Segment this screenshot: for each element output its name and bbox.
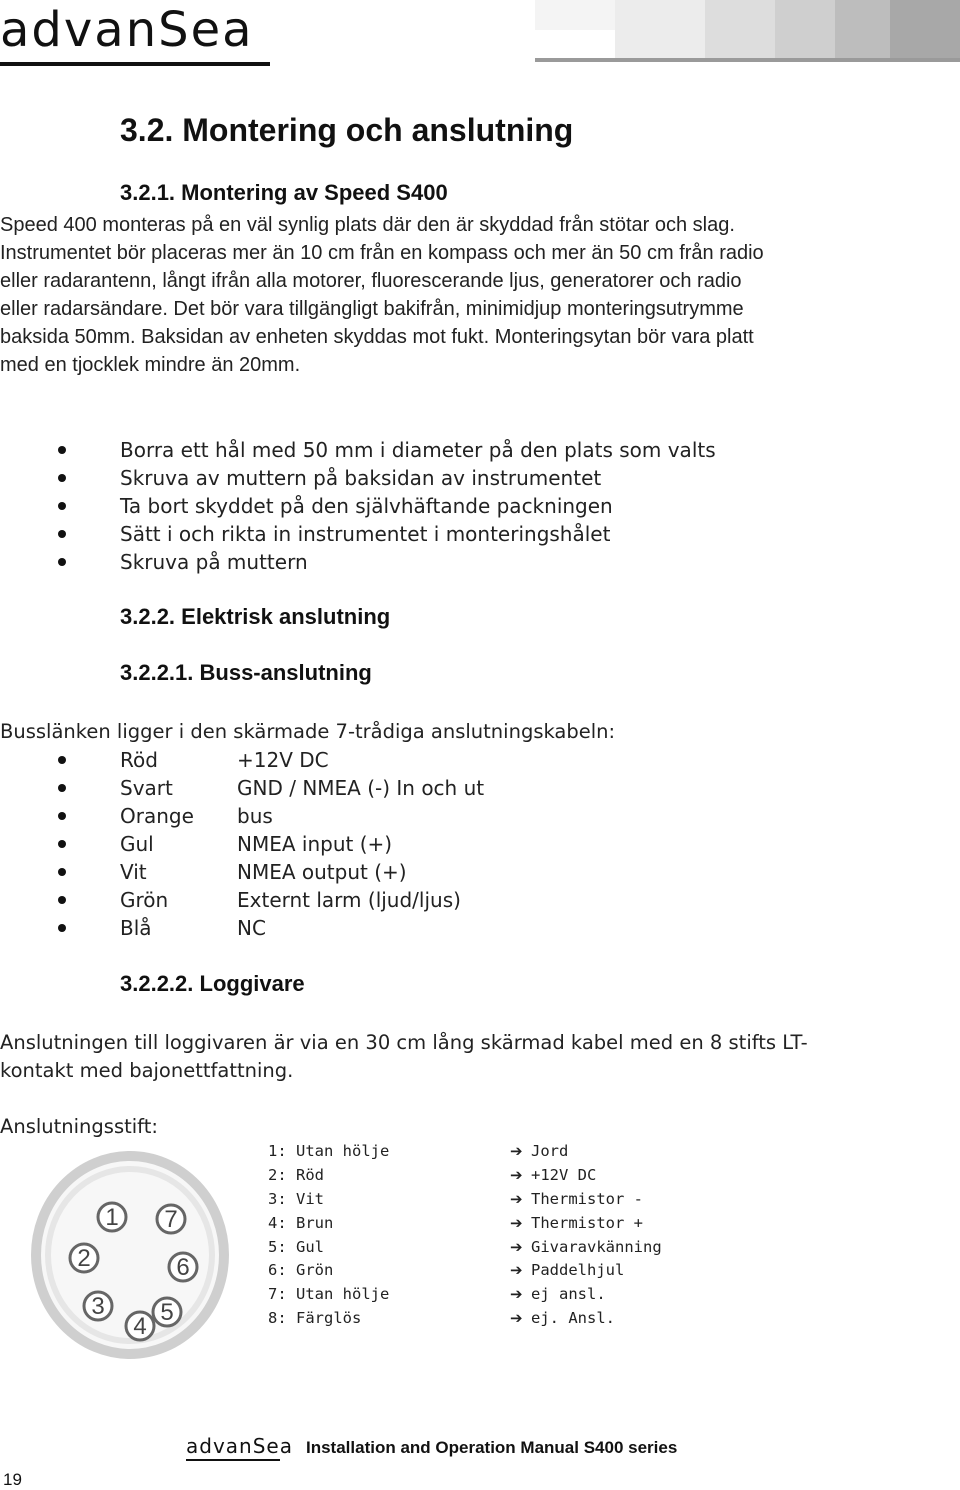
pin-function: Givaravkänning	[531, 1238, 662, 1256]
wire-row	[0, 914, 955, 942]
pin-number: 2	[77, 1245, 91, 1272]
pin-number: 3	[91, 1293, 105, 1320]
bullet-icon	[58, 924, 66, 932]
pin-function: Paddelhjul	[531, 1261, 625, 1279]
list-item	[0, 548, 955, 576]
bullet-icon	[58, 502, 66, 510]
list-item	[0, 436, 955, 464]
pin-row	[0, 1139, 960, 1163]
bullet-icon	[58, 530, 66, 538]
bullet-icon	[58, 812, 66, 820]
pin-row	[0, 1187, 960, 1211]
wire-row	[0, 802, 955, 830]
wire-row	[0, 886, 955, 914]
pin-label: 2: Röd	[268, 1166, 324, 1184]
footer-logo: advanSea	[186, 1434, 293, 1458]
paragraph-line: Speed 400 monteras på en väl synlig plats där den är skyddad från stötar och slag.	[0, 214, 735, 236]
section-title: 3.2. Montering och anslutning	[120, 112, 574, 148]
pin-row	[0, 1211, 960, 1235]
subsection-title-bus: 3.2.2.1. Buss-anslutning	[120, 660, 372, 685]
pin-row	[0, 1235, 960, 1259]
paragraph-line: med en tjocklek mindre än 20mm.	[0, 354, 301, 376]
wire-color: Röd	[120, 748, 158, 772]
bullet-icon	[58, 474, 66, 482]
pin-label: 3: Vit	[268, 1190, 324, 1208]
wire-color: Gul	[120, 832, 154, 856]
page-number: 19	[3, 1470, 22, 1489]
arrow-icon: ➔	[510, 1214, 523, 1232]
wire-color: Grön	[120, 888, 169, 912]
wire-color: Blå	[120, 916, 152, 940]
mounting-paragraph	[0, 211, 955, 379]
arrow-icon: ➔	[510, 1309, 523, 1327]
pin-function: ej ansl.	[531, 1285, 606, 1303]
step-text: Ta bort skyddet på den självhäftande packningen	[120, 494, 613, 518]
paragraph-line: Instrumentet bör placeras mer än 10 cm från en kompass och mer än 50 cm från radio	[0, 242, 764, 264]
header-logo: advanSea	[0, 2, 254, 58]
step-text: Skruva på muttern	[120, 550, 308, 574]
arrow-icon: ➔	[510, 1190, 523, 1208]
pin-row	[0, 1306, 960, 1330]
header-decoration	[535, 0, 960, 62]
pins-label: Anslutningsstift:	[0, 1115, 158, 1138]
bus-intro: Busslänken ligger i den skärmade 7-trådiga anslutningskabeln:	[0, 720, 616, 743]
paragraph-line: baksida 50mm. Baksidan av enheten skyddas mot fukt. Monteringsytan bör vara platt	[0, 326, 754, 348]
log-paragraph	[0, 1029, 955, 1085]
pin-row	[0, 1163, 960, 1187]
arrow-icon: ➔	[510, 1238, 523, 1256]
bullet-icon	[58, 558, 66, 566]
wire-signal: GND / NMEA (-) In och ut	[237, 776, 485, 800]
wire-signal: +12V DC	[237, 748, 329, 772]
wire-row	[0, 858, 955, 886]
pin-label: 7: Utan hölje	[268, 1285, 390, 1303]
step-text: Sätt i och rikta in instrumentet i monteringshålet	[120, 522, 611, 546]
pin-function: Thermistor +	[531, 1214, 643, 1232]
footer-manual-title: Installation and Operation Manual S400 series	[306, 1438, 678, 1457]
pin-label: 8: Färglös	[268, 1309, 362, 1327]
subsection-title-mounting: 3.2.1. Montering av Speed S400	[120, 180, 448, 205]
paragraph-line: kontakt med bajonettfattning.	[0, 1059, 294, 1082]
wire-row	[0, 746, 955, 774]
list-item	[0, 520, 955, 548]
wire-signal: Externt larm (ljud/ljus)	[237, 888, 461, 912]
paragraph-line: eller radarantenn, långt ifrån alla motorer, fluorescerande ljus, generatorer och radio	[0, 270, 742, 292]
wire-signal: NMEA output (+)	[237, 860, 407, 884]
paragraph-line: Anslutningen till loggivaren är via en 30 cm lång skärmad kabel med en 8 stifts LT-	[0, 1031, 808, 1054]
arrow-icon: ➔	[510, 1285, 523, 1303]
pin-function: +12V DC	[531, 1166, 597, 1184]
pin-label: 6: Grön	[268, 1261, 334, 1279]
pin-number: 1	[105, 1204, 119, 1231]
pin-label: 5: Gul	[268, 1238, 324, 1256]
paragraph-line: eller radarsändare. Det bör vara tillgängligt bakifrån, minimidjup monteringsutrymme	[0, 298, 744, 320]
pin-number: 5	[160, 1299, 174, 1326]
wire-signal: bus	[237, 804, 273, 828]
pin-row	[0, 1282, 960, 1306]
arrow-icon: ➔	[510, 1261, 523, 1279]
bullet-icon	[58, 840, 66, 848]
wire-color: Vit	[120, 860, 147, 884]
bullet-icon	[58, 896, 66, 904]
pin-number: 4	[133, 1313, 147, 1340]
arrow-icon: ➔	[510, 1142, 523, 1160]
list-item	[0, 492, 955, 520]
pin-function: Thermistor -	[531, 1190, 643, 1208]
bullet-icon	[58, 756, 66, 764]
wire-signal: NMEA input (+)	[237, 832, 393, 856]
footer-logo-underline	[186, 1459, 280, 1461]
arrow-icon: ➔	[510, 1166, 523, 1184]
subsection-title-log: 3.2.2.2. Loggivare	[120, 971, 305, 996]
step-text: Skruva av muttern på baksidan av instrumentet	[120, 466, 602, 490]
wire-row	[0, 830, 955, 858]
bullet-icon	[58, 784, 66, 792]
wire-color: Orange	[120, 804, 194, 828]
pin-number: 7	[164, 1206, 178, 1233]
wire-row	[0, 774, 955, 802]
bullet-icon	[58, 446, 66, 454]
wire-color: Svart	[120, 776, 173, 800]
pin-label: 1: Utan hölje	[268, 1142, 390, 1160]
wire-signal: NC	[237, 916, 266, 940]
step-text: Borra ett hål med 50 mm i diameter på den plats som valts	[120, 438, 716, 462]
bullet-icon	[58, 868, 66, 876]
list-item	[0, 464, 955, 492]
pin-function: ej. Ansl.	[531, 1309, 615, 1327]
header-logo-underline	[0, 62, 270, 66]
pin-number: 6	[176, 1254, 190, 1281]
pin-label: 4: Brun	[268, 1214, 334, 1232]
pin-function: Jord	[531, 1142, 569, 1160]
subsection-title-electrical: 3.2.2. Elektrisk anslutning	[120, 604, 391, 629]
pin-row	[0, 1258, 960, 1282]
